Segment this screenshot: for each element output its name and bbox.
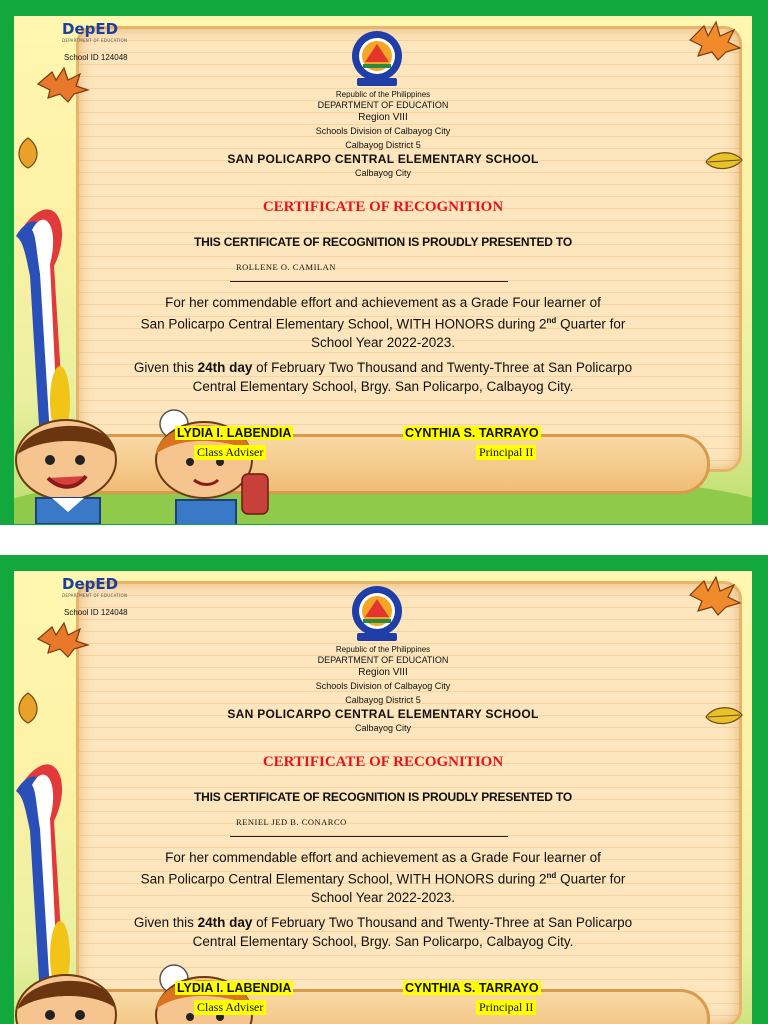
republic-line: Republic of the Philippines — [335, 90, 431, 99]
recipient-name: RENIEL JED B. CONARCO — [236, 817, 347, 827]
certificate-background — [14, 16, 752, 524]
certificate-background — [14, 571, 752, 1024]
division-line: Schools Division of Calbayog City — [315, 126, 451, 136]
deped-logo: DepED DEPARTMENT OF EDUCATION — [62, 575, 128, 598]
adviser-title: Class Adviser — [194, 445, 266, 460]
recipient-name: ROLLENE O. CAMILAN — [236, 262, 336, 272]
presented-to-line: THIS CERTIFICATE OF RECOGNITION IS PROUDLY PRESENTED TO — [194, 790, 572, 804]
district-line: Calbayog District 5 — [345, 140, 421, 150]
recipient-underline — [230, 836, 508, 837]
maple-leaf-icon — [684, 573, 744, 617]
boy-cartoon — [14, 414, 134, 524]
boy-cartoon — [14, 969, 134, 1024]
girl-cartoon — [132, 404, 272, 524]
given-text: Given this 24th day of February Two Thousand and Twenty-Three at San Policarpo Central Elementary School, Brgy. San Policarpo, Calbayog City. — [133, 360, 633, 394]
republic-line: Republic of the Philippines — [335, 645, 431, 654]
department-line: DEPARTMENT OF EDUCATION — [317, 655, 449, 665]
certificate-2 — [0, 555, 768, 1024]
adviser-title: Class Adviser — [194, 1000, 266, 1015]
certificate-title: CERTIFICATE OF RECOGNITION — [262, 754, 504, 770]
recipient-underline — [230, 281, 508, 282]
maple-leaf-icon — [684, 18, 744, 62]
principal-name: CYNTHIA S. TARRAYO — [405, 981, 539, 995]
school-id: School ID 124048 — [64, 53, 128, 62]
principal-title: Principal II — [476, 1000, 536, 1015]
school-seal-logo — [347, 585, 407, 645]
given-text: Given this 24th day of February Two Thousand and Twenty-Three at San Policarpo Central Elementary School, Brgy. San Policarpo, Calbayog City. — [133, 915, 633, 949]
presented-to-line: THIS CERTIFICATE OF RECOGNITION IS PROUDLY PRESENTED TO — [194, 235, 572, 249]
adviser-name: LYDIA I. LABENDIA — [177, 426, 292, 440]
city-line: Calbayog City — [354, 723, 412, 733]
city-line: Calbayog City — [354, 168, 412, 178]
deped-logo: DepED DEPARTMENT OF EDUCATION — [62, 20, 128, 43]
citation-text: For her commendable effort and achievement as a Grade Four learner of San Policarpo Central Elementary School, WITH HONORS during 2nd Quarter for School Year 2022-2023. — [140, 850, 626, 905]
region-line: Region VIII — [358, 112, 408, 123]
principal-title: Principal II — [476, 445, 536, 460]
school-id: School ID 124048 — [64, 608, 128, 617]
school-name: SAN POLICARPO CENTRAL ELEMENTARY SCHOOL — [227, 152, 539, 166]
region-line: Region VIII — [358, 667, 408, 678]
department-line: DEPARTMENT OF EDUCATION — [317, 100, 449, 110]
school-seal-logo — [347, 30, 407, 90]
principal-name: CYNTHIA S. TARRAYO — [405, 426, 539, 440]
adviser-name: LYDIA I. LABENDIA — [177, 981, 292, 995]
certificate-title: CERTIFICATE OF RECOGNITION — [262, 199, 504, 215]
district-line: Calbayog District 5 — [345, 695, 421, 705]
citation-text: For her commendable effort and achievement as a Grade Four learner of San Policarpo Central Elementary School, WITH HONORS during 2nd Quarter for School Year 2022-2023. — [140, 295, 626, 350]
school-name: SAN POLICARPO CENTRAL ELEMENTARY SCHOOL — [227, 707, 539, 721]
division-line: Schools Division of Calbayog City — [315, 681, 451, 691]
